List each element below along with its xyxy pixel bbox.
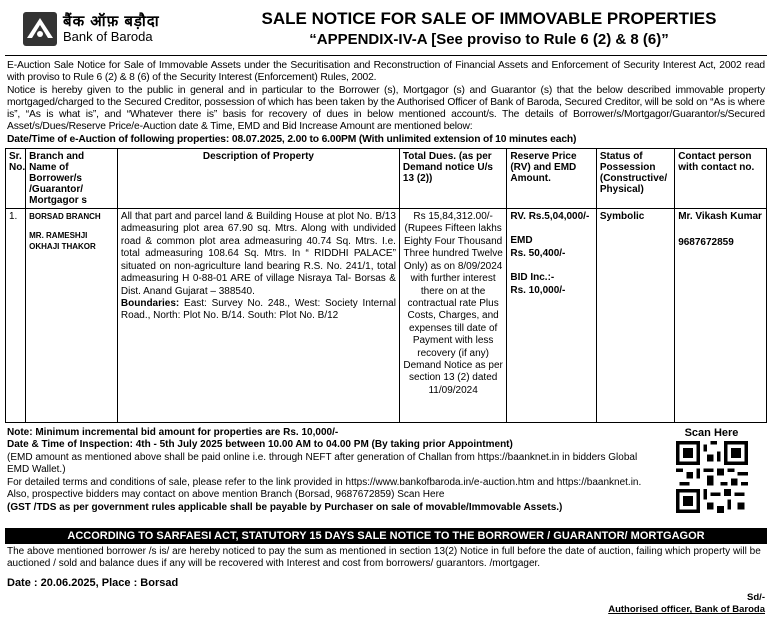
boundaries-text: East: Survey No. 248., West: Society Internal Road., North: Plot No. B/14. South: Plot No. B/12: [120, 297, 396, 322]
contact-name: Mr. Vikash Kumar: [678, 211, 762, 223]
header-description: Description of Property: [117, 149, 399, 209]
notice-title: SALE NOTICE FOR SALE OF IMMOVABLE PROPERTIES: [261, 9, 717, 28]
cell-branch: [26, 209, 118, 423]
bank-of-baroda-logo-icon: [23, 12, 57, 46]
logo-english-text: Bank of Baroda: [63, 29, 153, 45]
authorised-officer: Authorised officer, Bank of Baroda: [608, 604, 765, 615]
table-row: [6, 209, 767, 423]
notes-section: [5, 423, 767, 526]
auction-datetime: Date/Time of e-Auction of following properties: 08.07.2025, 2.00 to 6.00PM (With unlimited extension of 10 minutes each): [7, 133, 577, 145]
intro-section: [5, 56, 767, 148]
note-min-bid: Note: Minimum incremental bid amount for properties are Rs. 10,000/-: [7, 427, 339, 439]
note-terms: For detailed terms and conditions of sale, please refer to the link provided in https://www.bankofbaroda.in/e-auction.htm and https://baanknet.in. Also, prospective bidders may contact on above mention Branch (Borsad, 9687672859) Scan Here: [7, 476, 642, 501]
cell-reserve: [507, 209, 597, 423]
cell-dues: Rs 15,84,312.00/- (Rupees Fifteen lakhs Eighty Four Thousand Three hundred Twelve Only) as on 8/09/2024 with further interest there on at the contractual rate Plus Costs, Charges, and expenses till date of Payment with less recovery (if any) Demand Notice as per section 13 (2) dated 11/09/2024: [399, 209, 506, 423]
reserve-price: RV. Rs.5,04,000/-: [510, 211, 590, 223]
notice-header: [5, 3, 767, 56]
header-sr: Sr. No.: [6, 149, 26, 209]
intro-para-1: E-Auction Sale Notice for Sale of Immovable Assets under the Securitisation and Reconstruction of Financial Assets and Enforcement of Security Interest Act, 2002 read with proviso to Rule 6 (2) & 8 (6) of the Security Interest (Enforcement) Rules, 2002.: [7, 60, 765, 84]
footer-section: [5, 544, 767, 591]
statutory-banner: ACCORDING TO SARFAESI ACT, STATUTORY 15 DAYS SALE NOTICE TO THE BORROWER / GUARANTOR/ MORTGAGOR: [5, 528, 767, 544]
footer-text: The above mentioned borrower /s is/ are hereby noticed to pay the sum as mentioned in section 13(2) Notice in full before the date of auction, failing which property will be auctioned / sold and balance dues if any will be recovered with Interest and cost from borrowers/ guarantors. /mortgager.: [7, 546, 761, 570]
table-header-row: [6, 149, 767, 209]
sd-text: Sd/-: [747, 592, 765, 603]
property-description: All that part and parcel land & Building House at plot No. B/13 admeasuring plot area 67.90 sq. Mtrs. Along with undivided road & common plot area admeasuring 40.74 Sq. Mtrs. I.e. total admeasuring 108.64 Sq. Mtrs. In “ RIDDHI PALACE” situated on non-agriculture land bearing R.S. No. 241/1, total admeasuring H 0-88-01 ARE of village Nisraya Tal- Borsas & Dist. Anand Gujarat – 388540.: [120, 211, 396, 297]
borrower-name: MR. RAMESHJI OKHAJI THAKOR: [29, 231, 96, 252]
logo-hindi-text: बैंक ऑफ़ बड़ौदा: [63, 12, 160, 30]
intro-para-2: Notice is hereby given to the public in general and in particular to the Borrower (s), Mortgagor (s) and Guarantor (s) that the below described immovable property mortgaged/charged to the Secured Creditor, possession of which has been taken by the Authorised Officer of Bank of Baroda, Secured Creditor, will be sold on “As is where is”, “As is what is”, and “Whatever there is” basis for recovery of dues in below mentioned account/s. The details of Borrower/s/Mortgagor/Guarantor/s/Secured Asset/s/Dues/Reserve Price/e-Auction date & Time, EMD and Bid Increase Amount are mentioned below:: [7, 84, 765, 133]
note-emd: (EMD amount as mentioned above shall be paid online i.e. through NEFT after generation of Challan from https://baanknet.in in bidders Global EMD Wallet.): [7, 451, 638, 476]
cell-possession: Symbolic: [596, 209, 674, 423]
bank-logo: [5, 3, 211, 55]
header-reserve: Reserve Price (RV) and EMD Amount.: [507, 149, 597, 209]
bid-amount: Rs. 10,000/-: [510, 284, 566, 296]
contact-phone: 9687672859: [678, 237, 734, 249]
property-table: [5, 148, 767, 423]
cell-contact: [675, 209, 767, 423]
header-branch: Branch and Name of Borrower/s /Guarantor/ Mortgagor s: [26, 149, 118, 209]
note-gst: (GST /TDS as per government rules applicable shall be payable by Purchaser on sale of movable/Immovable Assets.): [7, 501, 563, 513]
notice-subtitle: “APPENDIX-IV-A [See proviso to Rule 6 (2) & 8 (6)”: [309, 31, 669, 48]
header-dues: Total Dues. (as per Demand notice U/s 13 (2)): [399, 149, 506, 209]
signature-block: [608, 592, 765, 616]
branch-name: BORSAD BRANCH: [29, 212, 101, 222]
header-contact: Contact person with contact no.: [675, 149, 767, 209]
qr-code-icon[interactable]: [676, 441, 748, 513]
qr-area: [664, 427, 759, 513]
note-inspection: Date & Time of Inspection: 4th - 5th July 2025 between 10.00 AM to 04.00 PM (By taking prior Appointment): [7, 439, 513, 451]
qr-title: Scan Here: [684, 427, 739, 440]
sale-notice-page: [5, 3, 767, 620]
boundaries-label: Boundaries:: [120, 297, 180, 309]
emd-label: EMD: [510, 235, 533, 247]
cell-sr: 1.: [6, 209, 26, 423]
date-place: Date : 20.06.2025, Place : Borsad: [7, 576, 179, 589]
emd-amount: Rs. 50,400/-: [510, 247, 566, 259]
cell-description: [117, 209, 399, 423]
header-possession: Status of Possession (Constructive/ Physical): [596, 149, 674, 209]
bid-label: BID Inc.:-: [510, 272, 555, 284]
